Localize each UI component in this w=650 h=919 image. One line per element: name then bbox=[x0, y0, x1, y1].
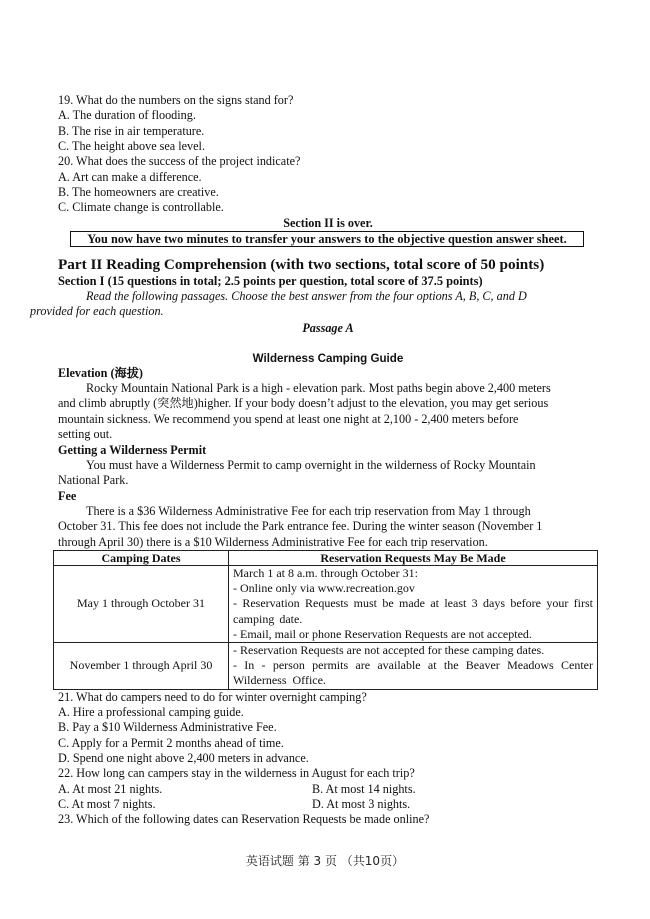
question-23: 23. Which of the following dates can Reservation Requests be made online? bbox=[58, 812, 430, 827]
page-footer: 英语试题 第 3 页 （共10页） bbox=[245, 854, 405, 868]
fee-heading: Fee bbox=[58, 488, 77, 503]
q19-option-c: C. The height above sea level. bbox=[58, 139, 205, 154]
section-end-title: Section II is over. bbox=[283, 215, 373, 230]
table-row bbox=[54, 642, 598, 689]
q21-option-a: A. Hire a professional camping guide. bbox=[58, 704, 244, 719]
row-1-details bbox=[229, 565, 598, 642]
table-row bbox=[54, 565, 598, 642]
column-header-reservation-requests: Reservation Requests May Be Made bbox=[229, 550, 598, 565]
instructions-line-2: provided for each question. bbox=[30, 304, 164, 319]
q22-option-c: C. At most 7 nights. bbox=[58, 796, 156, 811]
q22-option-a: A. At most 21 nights. bbox=[58, 781, 163, 796]
row-1-dates: May 1 through October 31 bbox=[54, 565, 229, 642]
row-2-detail-1: - Reservation Requests are not accepted for these camping dates. bbox=[233, 642, 545, 657]
question-21: 21. What do campers need to do for winter overnight camping? bbox=[58, 689, 367, 704]
q19-option-b: B. The rise in air temperature. bbox=[58, 123, 205, 138]
q22-options-row-2 bbox=[58, 797, 598, 812]
transfer-notice-box: You now have two minutes to transfer your answers to the objective question answer sheet. bbox=[70, 231, 584, 247]
row-1-detail-1: March 1 at 8 a.m. through October 31: bbox=[233, 565, 418, 580]
row-2-detail-2: - In - person permits are available at the Beaver Meadows Center Wilderness Office. bbox=[233, 658, 593, 688]
q22-option-d: D. At most 3 nights. bbox=[312, 796, 411, 811]
permit-line-2: National Park. bbox=[58, 473, 129, 488]
reservation-table bbox=[53, 550, 598, 690]
row-2-dates: November 1 through April 30 bbox=[54, 642, 229, 689]
instructions bbox=[30, 289, 598, 320]
elevation-line-3: mountain sickness. We recommend you spend at least one night at 2,100 - 2,400 meters before bbox=[58, 411, 519, 426]
elevation-heading: Elevation (海拔) bbox=[58, 365, 143, 380]
fee-line-1: There is a $36 Wilderness Administrative Fee for each trip reservation from May 1 through bbox=[86, 503, 531, 518]
q21-option-d: D. Spend one night above 2,400 meters in advance. bbox=[58, 750, 309, 765]
fee-line-3: through April 30) there is a $10 Wilderness Administrative Fee for each trip reservation. bbox=[58, 534, 488, 549]
q20-option-b: B. The homeowners are creative. bbox=[58, 185, 219, 200]
elevation-line-2: and climb abruptly (突然地)higher. If your body doesn’t adjust to the elevation, you may get serious bbox=[58, 396, 549, 411]
row-1-detail-3: - Reservation Requests must be made at least 3 days before your first camping date. bbox=[233, 596, 593, 626]
question-20: 20. What does the success of the project indicate? bbox=[58, 154, 301, 169]
row-1-detail-4: - Email, mail or phone Reservation Requests are not accepted. bbox=[233, 626, 532, 641]
guide-title: Wilderness Camping Guide bbox=[252, 351, 404, 365]
question-22: 22. How long can campers stay in the wilderness in August for each trip? bbox=[58, 766, 415, 781]
q22-option-b: B. At most 14 nights. bbox=[312, 781, 416, 796]
q21-option-c: C. Apply for a Permit 2 months ahead of time. bbox=[58, 735, 284, 750]
permit-heading: Getting a Wilderness Permit bbox=[58, 442, 207, 457]
part-title: Part II Reading Comprehension (with two sections, total score of 50 points) bbox=[58, 256, 545, 274]
q20-option-a: A. Art can make a difference. bbox=[58, 169, 202, 184]
q19-option-a: A. The duration of flooding. bbox=[58, 108, 196, 123]
passage-label: Passage A bbox=[302, 320, 354, 335]
elevation-line-4: setting out. bbox=[58, 427, 113, 442]
permit-line-1: You must have a Wilderness Permit to camp overnight in the wilderness of Rocky Mountain bbox=[86, 457, 536, 472]
column-header-camping-dates: Camping Dates bbox=[54, 550, 229, 565]
row-2-details bbox=[229, 642, 598, 689]
row-1-detail-2: - Online only via www.recreation.gov bbox=[233, 581, 415, 596]
fee-line-2: October 31. This fee does not include the Park entrance fee. During the winter season (November 1 bbox=[58, 519, 543, 534]
section-title: Section I (15 questions in total; 2.5 points per question, total score of 37.5 points) bbox=[58, 274, 483, 289]
q21-option-b: B. Pay a $10 Wilderness Administrative Fee. bbox=[58, 720, 277, 735]
elevation-line-1: Rocky Mountain National Park is a high - elevation park. Most paths begin above 2,400 meters bbox=[86, 381, 551, 396]
q22-options-row-1 bbox=[58, 782, 598, 797]
page-content bbox=[30, 93, 598, 828]
instructions-line-1: Read the following passages. Choose the best answer from the four options A, B, C, and D bbox=[86, 289, 527, 304]
question-19: 19. What do the numbers on the signs stand for? bbox=[58, 93, 294, 107]
q20-option-c: C. Climate change is controllable. bbox=[58, 200, 224, 215]
table-header-row bbox=[54, 550, 598, 565]
